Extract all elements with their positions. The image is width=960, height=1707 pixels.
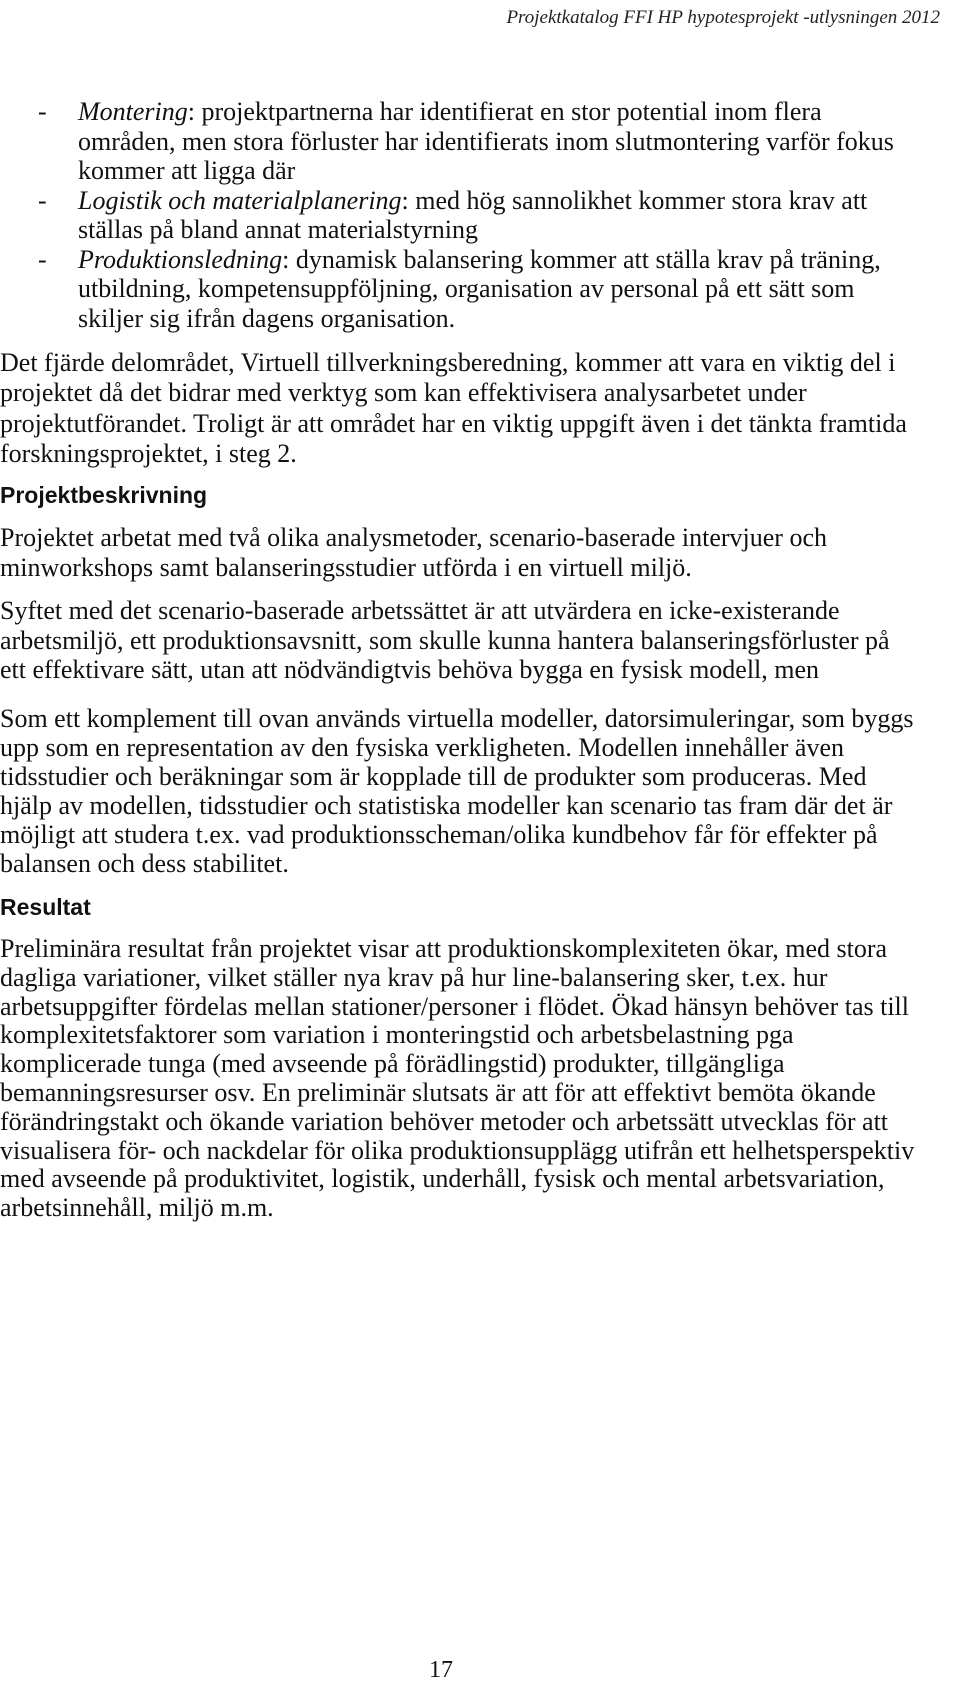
- bullet-first-line: [78, 97, 894, 127]
- page-number: 17: [429, 1657, 453, 1683]
- paragraph-line: Det fjärde delområdet, Virtuell tillverkningsberedning, kommer att vara en viktig del i: [0, 348, 896, 377]
- bullet-marker: -: [38, 185, 47, 215]
- bullet-term: Montering: [78, 97, 188, 126]
- bullet-first-line: [78, 186, 894, 216]
- paragraph-line: arbetsmiljö, ett produktionsavsnitt, som skulle kunna hantera balanseringsförluster på: [0, 625, 890, 655]
- paragraph-line: upp som en representation av den fysiska verkligheten. Modellen innehåller även: [0, 733, 845, 762]
- paragraph-line: komplexitetsfaktorer som variation i monteringstid och arbetsbelastning pga: [0, 1020, 794, 1050]
- paragraph-line: projektet då det bidrar med verktyg som kan effektivisera analysarbetet under: [0, 378, 807, 408]
- paragraph-line: hjälp av modellen, tidsstudier och statistiska modeller kan scenario tas fram där det är: [0, 791, 893, 820]
- paragraph-line: balansen och dess stabilitet.: [0, 849, 289, 878]
- section-heading-resultat: Resultat: [0, 894, 91, 920]
- paragraph-line: forskningsprojektet, i steg 2.: [0, 438, 297, 468]
- paragraph-line: Som ett komplement till ovan används virtuella modeller, datorsimuleringar, som byggs: [0, 704, 914, 733]
- bullet-list: [0, 97, 894, 334]
- bullet-continuation-line: områden, men stora förluster har identifierats inom slutmontering varför fokus: [78, 126, 894, 156]
- list-item: [0, 97, 894, 186]
- paragraph-line: Projektet arbetat med två olika analysmetoder, scenario-baserade intervjuer och: [0, 523, 827, 552]
- bullet-marker: -: [38, 97, 47, 126]
- paragraph-line: minworkshops samt balanseringsstudier utförda i en virtuell miljö.: [0, 553, 692, 582]
- list-item: [0, 186, 894, 245]
- bullet-continuation-line: skiljer sig ifrån dagens organisation.: [78, 303, 456, 333]
- running-header: Projektkatalog FFI HP hypotesprojekt -utlysningen 2012: [506, 7, 940, 28]
- bullet-continuation-line: ställas på bland annat materialstyrning: [78, 215, 478, 245]
- section-heading-projektbeskrivning: Projektbeskrivning: [0, 482, 208, 508]
- paragraph-line: förändringstakt och ökande variation behöver metoder och arbetssätt utvecklas för att: [0, 1106, 889, 1136]
- paragraph-line: bemanningsresurser osv. En preliminär slutsats är att för att effektivt bemöta ökande: [0, 1077, 876, 1107]
- bullet-marker: -: [38, 244, 47, 274]
- paragraph: [0, 704, 914, 878]
- paragraph-line: Preliminära resultat från projektet visar att produktionskomplexiteten ökar, med stora: [0, 934, 888, 963]
- paragraph: [0, 523, 827, 583]
- bullet-text: : projektpartnerna har identifierat en stor potential inom flera: [187, 97, 822, 126]
- paragraph-line: ett effektivare sätt, utan att nödvändigtvis behöva bygga en fysisk modell, men: [0, 655, 820, 684]
- intro-paragraph: [0, 348, 907, 469]
- paragraph-line: Syftet med det scenario-baserade arbetssättet är att utvärdera en icke-existerande: [0, 596, 840, 625]
- paragraph: [0, 596, 890, 685]
- bullet-term: Produktionsledning: [78, 244, 283, 274]
- bullet-first-line: [78, 245, 894, 275]
- bullet-continuation-line: kommer att ligga där: [78, 156, 296, 186]
- paragraph-line: projektutförandet. Troligt är att området har en viktig uppgift även i det tänkta framtida: [0, 408, 907, 438]
- paragraph-line: arbetsinnehåll, miljö m.m.: [0, 1193, 274, 1223]
- paragraph-line: möjligt att studera t.ex. vad produktionsscheman/olika kundbehov får för effekter på: [0, 820, 878, 849]
- paragraph: [0, 935, 914, 1223]
- paragraph-line: tidsstudier och beräkningar som är kopplade till de produkter som produceras. Med: [0, 762, 867, 791]
- bullet-text: : med hög sannolikhet kommer stora krav att: [401, 185, 868, 215]
- bullet-text: : dynamisk balansering kommer att ställa krav på träning,: [282, 244, 881, 274]
- paragraph-line: komplicerade tunga (med avseende på förädlingstid) produkter, tillgängliga: [0, 1049, 785, 1079]
- paragraph-line: visualisera för- och nackdelar för olika produktionsupplägg utifrån ett helhetsperspektiv: [0, 1135, 915, 1165]
- bullet-continuation-line: utbildning, kompetensuppföljning, organisation av personal på ett sätt som: [78, 274, 855, 304]
- paragraph-line: dagliga variationer, vilket ställer nya krav på hur line-balansering sker, t.ex. hur: [0, 962, 828, 992]
- list-item: [0, 245, 894, 334]
- paragraph-line: med avseende på produktivitet, logistik, underhåll, fysisk och mental arbetsvariation,: [0, 1164, 885, 1194]
- bullet-term: Logistik och materialplanering: [78, 185, 402, 215]
- paragraph-line: arbetsuppgifter fördelas mellan stationer/personer i flödet. Ökad hänsyn behöver tas till: [0, 991, 909, 1021]
